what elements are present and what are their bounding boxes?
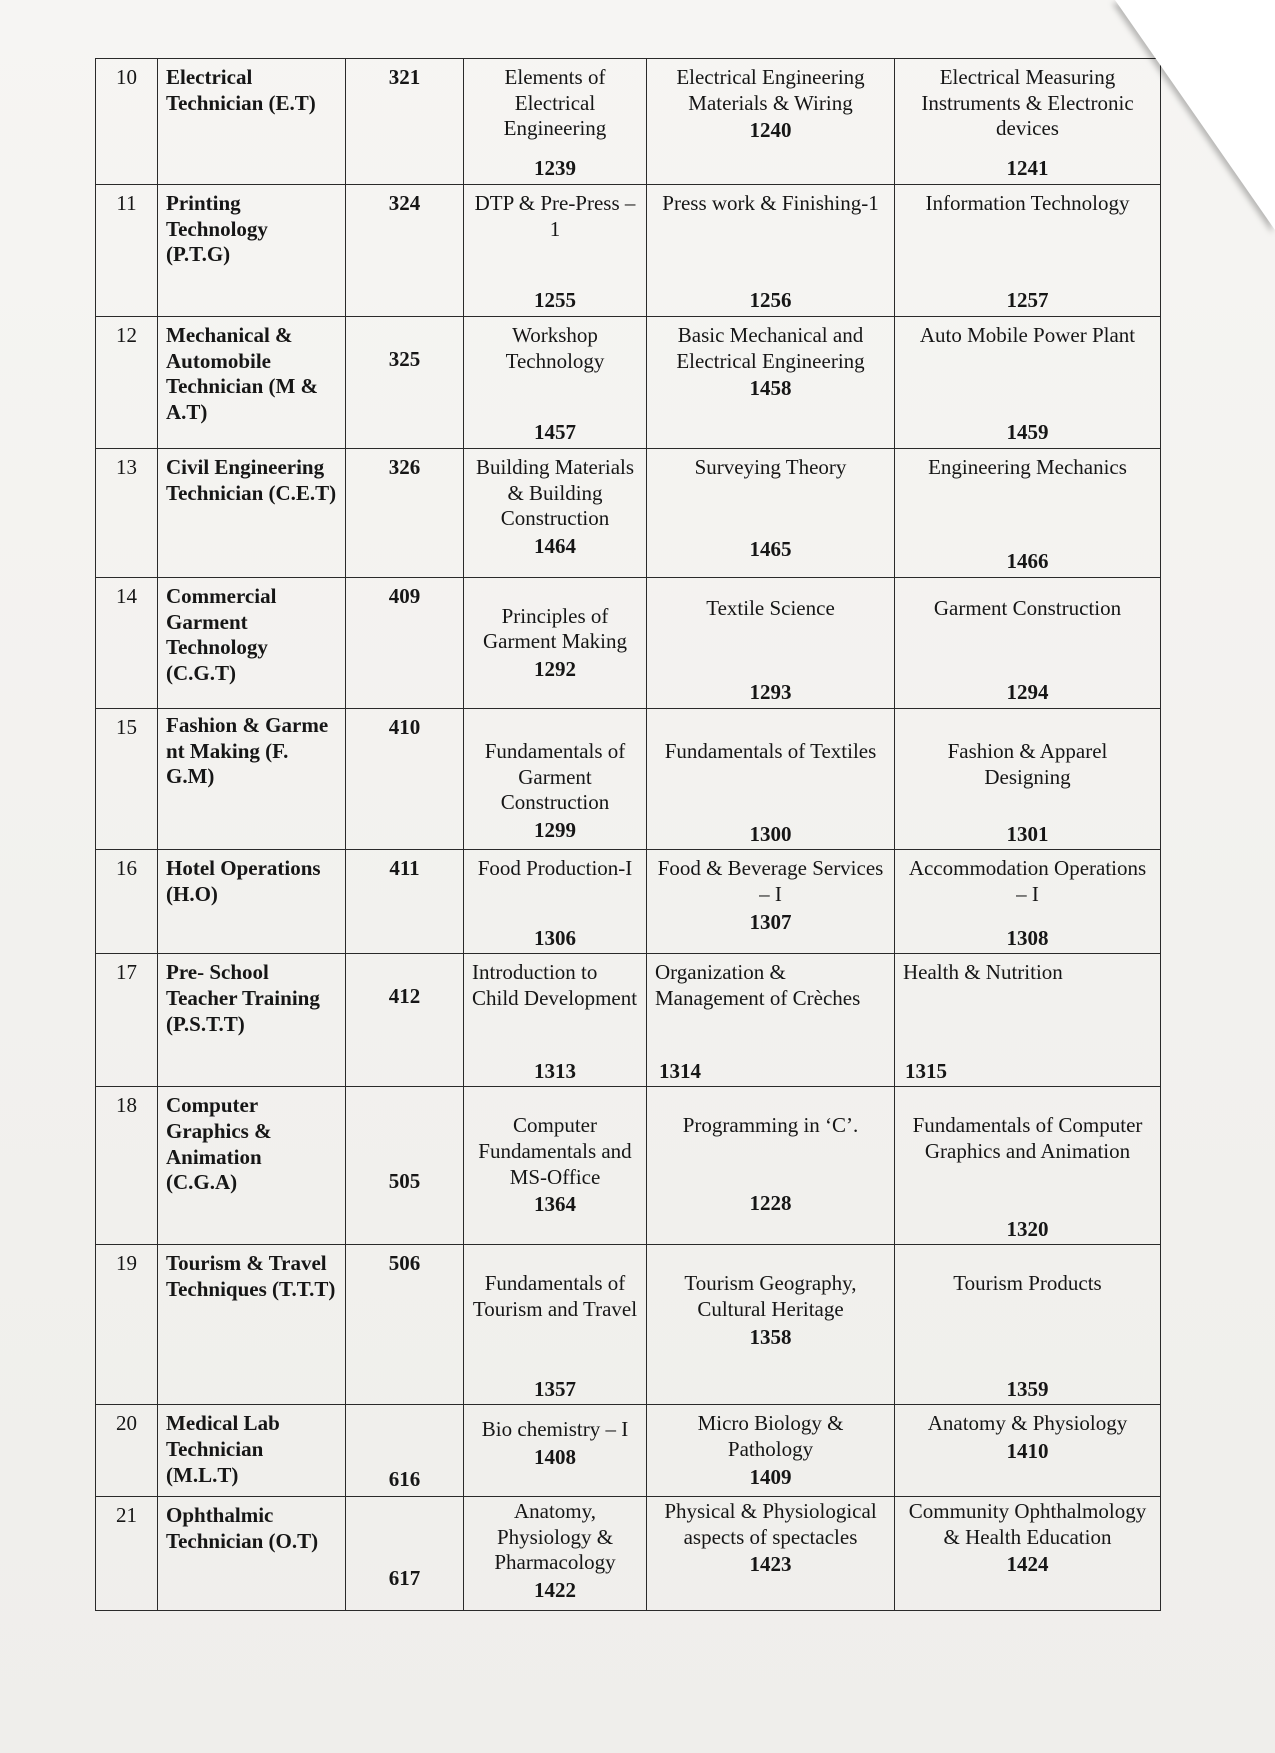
paper-1-cell (464, 954, 647, 1087)
paper-code: 1313 (534, 1058, 576, 1083)
paper-code: 1314 (659, 1058, 701, 1083)
paper-code: 1256 (749, 288, 792, 313)
paper-code: 1292 (534, 656, 576, 681)
table-row (96, 954, 1161, 1087)
paper-1-cell (464, 1087, 647, 1245)
paper-title: Community Ophthalmology & Health Education (908, 1499, 1147, 1549)
paper-3-cell (895, 317, 1161, 449)
paper-title: Health & Nutrition (903, 960, 1063, 985)
course-code: 506 (346, 1245, 464, 1405)
course-code: 326 (346, 449, 464, 578)
paper-title: Computer Fundamentals and MS-Office (478, 1113, 632, 1189)
table-row (96, 578, 1161, 709)
paper-code: 1306 (534, 925, 576, 950)
paper-title: Surveying Theory (694, 455, 847, 479)
paper-title: Accommodation Operations – I (908, 856, 1147, 907)
paper-code: 1409 (749, 1464, 792, 1489)
paper-code: 1299 (534, 817, 576, 842)
paper-title: Food & Beverage Services – I (657, 856, 884, 907)
table-row (96, 185, 1161, 317)
course-code: 617 (346, 1497, 464, 1610)
paper-title: Tourism Geography, Cultural Heritage (684, 1271, 857, 1322)
paper-1-cell (464, 578, 647, 709)
course-code: 412 (346, 954, 464, 1087)
paper-code: 1465 (749, 537, 792, 562)
course-name: Mechanical & Automobile Technician (M & A.T) (158, 317, 346, 449)
folded-page-corner (1115, 0, 1275, 230)
serial-number: 12 (96, 317, 158, 449)
paper-title: Fundamentals of Textiles (664, 739, 877, 763)
table-row (96, 449, 1161, 578)
paper-3-cell (895, 1497, 1161, 1610)
paper-title: Fundamentals of Computer Graphics and Animation (912, 1113, 1143, 1164)
paper-code: 1240 (749, 118, 792, 143)
serial-number: 16 (96, 850, 158, 954)
paper-code: 1423 (749, 1552, 792, 1577)
paper-title: Fashion & Apparel Designing (947, 739, 1108, 789)
paper-3-cell (895, 1087, 1161, 1245)
paper-1-cell (464, 317, 647, 449)
paper-code: 1228 (749, 1190, 792, 1215)
serial-number: 13 (96, 449, 158, 578)
serial-number: 18 (96, 1087, 158, 1245)
course-code: 321 (346, 59, 464, 185)
course-name: Computer Graphics & Animation (C.G.A) (158, 1087, 346, 1245)
paper-2-cell (647, 59, 895, 185)
paper-title: Engineering Mechanics (928, 455, 1127, 479)
paper-code: 1257 (1006, 288, 1049, 313)
paper-title: Food Production-I (477, 856, 633, 881)
paper-code: 1364 (534, 1192, 576, 1217)
paper-code: 1458 (749, 376, 792, 401)
paper-2-cell (647, 954, 895, 1087)
paper-code: 1301 (1006, 821, 1049, 846)
paper-title: Anatomy & Physiology (927, 1411, 1128, 1436)
course-code: 410 (346, 709, 464, 850)
paper-code: 1239 (534, 156, 576, 181)
paper-code: 1464 (534, 533, 576, 558)
course-name: Civil Engineering Technician (C.E.T) (158, 449, 346, 578)
course-name: Commercial Garment Technology (C.G.T) (158, 578, 346, 709)
serial-number: 11 (96, 185, 158, 317)
course-code: 324 (346, 185, 464, 317)
paper-1-cell (464, 1497, 647, 1610)
course-code: 505 (346, 1087, 464, 1245)
paper-title: Information Technology (925, 191, 1130, 215)
paper-code: 1466 (1006, 549, 1049, 574)
paper-2-cell (647, 185, 895, 317)
course-code: 616 (346, 1405, 464, 1497)
paper-title: Basic Mechanical and Electrical Engineering (676, 323, 865, 373)
table-row (96, 1497, 1161, 1610)
serial-number: 10 (96, 59, 158, 185)
serial-number: 20 (96, 1405, 158, 1497)
paper-title: Fundamentals of Garment Construction (484, 739, 626, 815)
paper-title: Garment Construction (933, 596, 1122, 620)
paper-code: 1357 (534, 1376, 576, 1401)
paper-title: Anatomy, Physiology & Pharmacology (494, 1499, 616, 1575)
paper-2-cell (647, 709, 895, 850)
course-papers-table (95, 58, 1161, 1611)
paper-title: Introduction to Child Development (472, 960, 638, 1011)
course-name: Pre- School Teacher Training (P.S.T.T) (158, 954, 346, 1087)
paper-title: Workshop Technology (505, 323, 605, 373)
paper-1-cell (464, 59, 647, 185)
paper-title: Textile Science (706, 596, 835, 620)
paper-title: Electrical Measuring Instruments & Electronic devices (921, 65, 1134, 141)
paper-title: Auto Mobile Power Plant (919, 323, 1136, 347)
paper-3-cell (895, 954, 1161, 1087)
paper-code: 1320 (1006, 1216, 1049, 1241)
paper-title: Fundamentals of Tourism and Travel (472, 1271, 638, 1322)
serial-number: 19 (96, 1245, 158, 1405)
paper-1-cell (464, 709, 647, 850)
table-row (96, 850, 1161, 954)
paper-3-cell (895, 449, 1161, 578)
table-row (96, 709, 1161, 850)
paper-code: 1307 (749, 909, 792, 934)
paper-code: 1293 (749, 680, 792, 705)
paper-code: 1422 (534, 1578, 576, 1603)
paper-2-cell (647, 1087, 895, 1245)
paper-3-cell (895, 578, 1161, 709)
paper-1-cell (464, 850, 647, 954)
table-row (96, 1405, 1161, 1497)
course-code: 409 (346, 578, 464, 709)
paper-title: Elements of Electrical Engineering (503, 65, 607, 141)
paper-code: 1315 (905, 1058, 947, 1083)
paper-code: 1359 (1006, 1376, 1049, 1401)
paper-title: Physical & Physiological aspects of spectacles (664, 1499, 877, 1549)
paper-title: Press work & Finishing-1 (662, 191, 879, 215)
course-name: Electrical Technician (E.T) (158, 59, 346, 185)
paper-title: Electrical Engineering Materials & Wiring (676, 65, 865, 115)
paper-code: 1457 (534, 420, 576, 445)
paper-2-cell (647, 317, 895, 449)
course-name: Hotel Operations (H.O) (158, 850, 346, 954)
paper-title: Micro Biology & Pathology (697, 1411, 844, 1462)
paper-title: Bio chemistry – I (481, 1417, 629, 1442)
paper-1-cell (464, 1405, 647, 1497)
course-name: Ophthalmic Technician (O.T) (158, 1497, 346, 1610)
table-row (96, 1245, 1161, 1405)
paper-3-cell (895, 1245, 1161, 1405)
paper-code: 1300 (749, 821, 792, 846)
paper-2-cell (647, 449, 895, 578)
paper-code: 1294 (1006, 680, 1049, 705)
paper-3-cell (895, 709, 1161, 850)
paper-code: 1408 (534, 1445, 576, 1470)
paper-code: 1241 (1006, 156, 1049, 181)
paper-code: 1410 (1006, 1439, 1049, 1464)
paper-code: 1255 (534, 288, 576, 313)
serial-number: 21 (96, 1497, 158, 1610)
table-row (96, 59, 1161, 185)
paper-2-cell (647, 850, 895, 954)
paper-1-cell (464, 449, 647, 578)
course-name: Fashion & Garme nt Making (F. G.M) (158, 709, 346, 850)
paper-1-cell (464, 185, 647, 317)
paper-code: 1308 (1006, 925, 1049, 950)
course-code: 325 (346, 317, 464, 449)
paper-title: Programming in ‘C’. (682, 1113, 859, 1138)
paper-2-cell (647, 1245, 895, 1405)
paper-1-cell (464, 1245, 647, 1405)
paper-2-cell (647, 1497, 895, 1610)
serial-number: 17 (96, 954, 158, 1087)
course-name: Tourism & Travel Techniques (T.T.T) (158, 1245, 346, 1405)
paper-code: 1358 (749, 1324, 792, 1349)
paper-3-cell (895, 850, 1161, 954)
paper-2-cell (647, 578, 895, 709)
paper-title: Tourism Products (953, 1271, 1102, 1296)
paper-title: Building Materials & Building Construction (475, 455, 635, 531)
paper-title: Principles of Garment Making (482, 603, 628, 654)
paper-title: Organization & Management of Crèches (655, 960, 861, 1011)
serial-number: 15 (96, 709, 158, 850)
paper-3-cell (895, 1405, 1161, 1497)
paper-2-cell (647, 1405, 895, 1497)
table-row (96, 317, 1161, 449)
paper-code: 1459 (1006, 420, 1049, 445)
table-row (96, 1087, 1161, 1245)
course-name: Printing Technology (P.T.G) (158, 185, 346, 317)
paper-code: 1424 (1006, 1552, 1049, 1577)
course-name: Medical Lab Technician (M.L.T) (158, 1405, 346, 1497)
course-code: 411 (346, 850, 464, 954)
paper-title: DTP & Pre-Press – 1 (474, 191, 636, 241)
serial-number: 14 (96, 578, 158, 709)
